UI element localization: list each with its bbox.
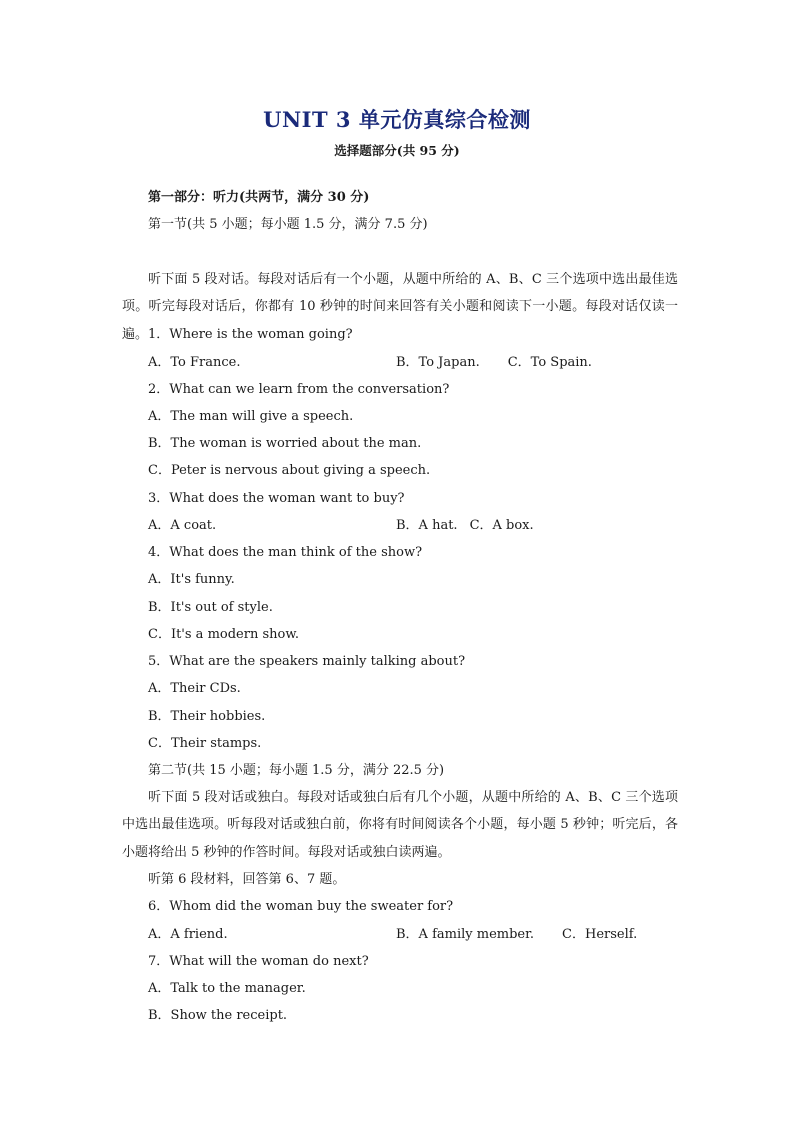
section1-heading: 第一节(共 5 小题；每小题 1.5 分，满分 7.5 分)	[148, 217, 428, 232]
question-4-option-a: A．It's funny.	[148, 572, 235, 587]
question-2-option-c: C．Peter is nervous about giving a speech.	[148, 463, 431, 478]
question-2-option-a: A．The man will give a speech.	[148, 409, 354, 424]
question-7-stem: 7．What will the woman do next?	[148, 954, 369, 969]
material-6-note: 听第 6 段材料，回答第 6、7 题。	[148, 872, 346, 887]
page-title: UNIT 3 单元仿真综合检测	[263, 107, 531, 132]
question-3-stem: 3．What does the woman want to buy?	[148, 491, 405, 506]
question-3-option-a: A．A coat.	[148, 518, 217, 533]
question-5-option-b: B．Their hobbies.	[148, 709, 266, 724]
question-6-option-c: C．Herself.	[562, 927, 638, 942]
question-5-option-c: C．Their stamps.	[148, 736, 262, 751]
question-5-option-a: A．Their CDs.	[148, 681, 241, 696]
question-4-option-b: B．It's out of style.	[148, 600, 273, 615]
question-6-option-b: B．A family member.	[396, 927, 535, 942]
question-3-option-b: B．A hat.	[396, 518, 458, 533]
question-1-stem: 1．Where is the woman going?	[148, 327, 353, 342]
question-2-option-b: B．The woman is worried about the man.	[148, 436, 422, 451]
section1-instruction: 听下面 5 段对话。每段对话后有一个小题，从题中所给的 A、B、C 三个选项中选出最佳选项。听完每段对话后，你都有 10 秒钟的时间来回答有关小题和阅读下一小题。每段对话仅读一遍。	[122, 272, 678, 342]
question-5-stem: 5．What are the speakers mainly talking about?	[148, 654, 466, 669]
section2-heading: 第二节(共 15 小题；每小题 1.5 分，满分 22.5 分)	[148, 763, 445, 778]
question-3-options-bc	[396, 517, 534, 535]
page-subtitle: 选择题部分(共 95 分)	[334, 143, 460, 158]
question-7-option-b: B．Show the receipt.	[148, 1008, 288, 1023]
question-2-stem: 2．What can we learn from the conversation?	[148, 382, 450, 397]
question-6-stem: 6．Whom did the woman buy the sweater for?	[148, 899, 454, 914]
question-1-options-bc	[396, 354, 592, 372]
question-1-option-c: C．To Spain.	[507, 355, 592, 370]
section2-instruction: 听下面 5 段对话或独白。每段对话或独白后有几个小题，从题中所给的 A、B、C 三个选项中选出最佳选项。听每段对话或独白前，你将有时间阅读各个小题，每小题 5 秒钟；听完后，各小题将给出 5 秒钟的作答时间。每段对话或独白读两遍。	[122, 790, 678, 860]
question-7-option-a: A．Talk to the manager.	[148, 981, 306, 996]
question-6-option-a: A．A friend.	[148, 927, 228, 942]
question-1-option-a: A．To France.	[148, 355, 241, 370]
question-3-option-c: C．A box.	[469, 518, 534, 533]
question-6-options-bc	[396, 926, 637, 944]
part1-heading: 第一部分：听力(共两节，满分 30 分)	[148, 190, 370, 205]
question-4-option-c: C．It's a modern show.	[148, 627, 300, 642]
question-1-option-b: B．To Japan.	[396, 355, 480, 370]
question-4-stem: 4．What does the man think of the show?	[148, 545, 423, 560]
